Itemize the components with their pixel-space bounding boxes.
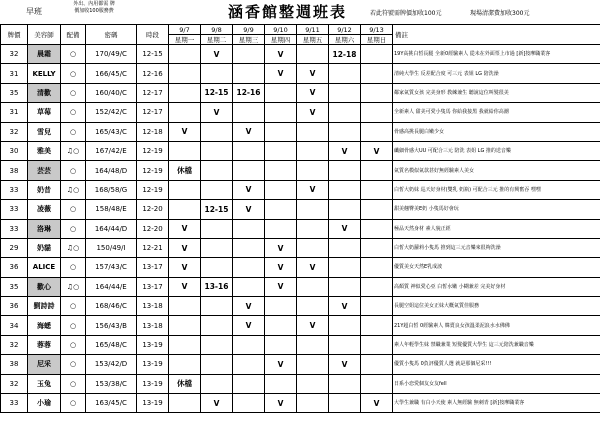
beautician-name: 凌薇 xyxy=(28,200,61,219)
code: 153/42/D xyxy=(86,355,137,374)
notes-cell: 白皙大奶妹 巡天好身材(雙乳 奶瓶) 可配合三元 推的有興奮吞 嘿嘿 xyxy=(393,180,600,199)
notes-cell: 大學生兼職 有白小天使 素人無經驗 無刺青 [新]按摩職業客 xyxy=(393,394,600,413)
day-cell xyxy=(329,83,361,102)
code: 156/43/B xyxy=(86,316,137,335)
day-cell xyxy=(265,219,297,238)
time-slot: 13-19 xyxy=(137,335,169,354)
notes-cell: 極品天然身材 素人貌正經 xyxy=(393,219,600,238)
day-cell xyxy=(297,374,329,393)
day-cell: V xyxy=(329,297,361,316)
day-cell xyxy=(201,355,233,374)
time-slot: 12-19 xyxy=(137,161,169,180)
day-cell: V xyxy=(297,64,329,83)
day-cell xyxy=(329,374,361,393)
day-cell xyxy=(201,258,233,277)
notes-cell: 19Y高挑白皙長腿 全新0經驗素人 從未在外面票上市過 [新]按摩職業客 xyxy=(393,45,600,64)
day-cell: V xyxy=(297,258,329,277)
day-cell xyxy=(265,180,297,199)
day-cell xyxy=(297,161,329,180)
time-slot: 13-18 xyxy=(137,316,169,335)
time-slot: 13-17 xyxy=(137,258,169,277)
day-cell xyxy=(169,297,201,316)
code: 167/42/E xyxy=(86,141,137,160)
notes-cell: 鄰家氣質女孩 完美身形 教練兼生 聽說這位叫髮很美 xyxy=(393,83,600,102)
plate-price: 32 xyxy=(1,122,28,141)
beautician-name: KELLY xyxy=(28,64,61,83)
time-slot: 12-18 xyxy=(137,122,169,141)
table-head xyxy=(1,25,600,45)
day-cell xyxy=(361,103,393,122)
table-row xyxy=(1,374,600,393)
day-cell xyxy=(297,394,329,413)
day-cell: V xyxy=(169,277,201,296)
day-cell: V xyxy=(265,238,297,257)
day-cell: V xyxy=(297,83,329,102)
beautician-name: 劉詩詩 xyxy=(28,297,61,316)
surcharge-note: 若此符號需牌價加收100元 xyxy=(370,10,442,17)
equipment: ○ xyxy=(61,394,86,413)
day-cell xyxy=(297,335,329,354)
day-cell: V xyxy=(265,277,297,296)
day-cell: V xyxy=(265,64,297,83)
cleaning-fee-note: 現場清潔費加收300元 xyxy=(470,10,530,17)
table-row xyxy=(1,258,600,277)
day-cell xyxy=(169,103,201,122)
day-cell xyxy=(233,394,265,413)
table-row xyxy=(1,64,600,83)
day-cell xyxy=(265,374,297,393)
time-slot: 13-18 xyxy=(137,297,169,316)
day-cell xyxy=(265,83,297,102)
day-cell xyxy=(297,122,329,141)
header-subnote-line2: 價加收100服務費 xyxy=(74,8,114,14)
code: 163/45/C xyxy=(86,394,137,413)
notes-cell: 優質小隻馬 0負評優質人選 就是那個尼采!!! xyxy=(393,355,600,374)
day-cell: V xyxy=(169,219,201,238)
col-plate: 牌價 xyxy=(1,25,28,45)
beautician-name: 玉兔 xyxy=(28,374,61,393)
day-cell xyxy=(169,141,201,160)
day-cell xyxy=(233,374,265,393)
notes-cell: 纖細骨感大UU 可配合三元 陪洗 表姐 LG 推的送音樂 xyxy=(393,141,600,160)
day-cell xyxy=(265,316,297,335)
equipment: ○ xyxy=(61,64,86,83)
code: 150/49/I xyxy=(86,238,137,257)
code: 152/42/C xyxy=(86,103,137,122)
day-cell xyxy=(201,316,233,335)
day-cell: V xyxy=(233,122,265,141)
time-slot: 12-17 xyxy=(137,83,169,102)
code: 164/48/D xyxy=(86,161,137,180)
equipment: ○ xyxy=(61,83,86,102)
plate-price: 36 xyxy=(1,258,28,277)
col-date: 9/11 xyxy=(297,25,329,35)
equipment: ○ xyxy=(61,103,86,122)
day-cell xyxy=(233,355,265,374)
day-cell: V xyxy=(265,394,297,413)
day-cell: 休檔 xyxy=(169,374,201,393)
table-row xyxy=(1,277,600,296)
day-cell: 13-16 xyxy=(201,277,233,296)
beautician-name: 海蟋 xyxy=(28,316,61,335)
col-time: 時段 xyxy=(137,25,169,45)
day-cell xyxy=(329,180,361,199)
code: 168/46/C xyxy=(86,297,137,316)
day-cell: V xyxy=(329,141,361,160)
table-row xyxy=(1,316,600,335)
day-cell: V xyxy=(265,355,297,374)
beautician-name: 雅美 xyxy=(28,141,61,160)
plate-price: 31 xyxy=(1,64,28,83)
day-cell xyxy=(169,335,201,354)
equipment: ♫○ xyxy=(61,180,86,199)
notes-cell: 高顏質 神似愛心亞 白皙水嫩 小糊兼差 完美好身材 xyxy=(393,277,600,296)
day-cell xyxy=(361,277,393,296)
day-cell: V xyxy=(297,180,329,199)
equipment: ○ xyxy=(61,335,86,354)
beautician-name: 奶昔 xyxy=(28,180,61,199)
table-row xyxy=(1,161,600,180)
day-cell xyxy=(265,297,297,316)
day-cell xyxy=(297,355,329,374)
day-cell xyxy=(201,64,233,83)
day-cell xyxy=(329,161,361,180)
day-cell xyxy=(169,200,201,219)
beautician-name: 雪兒 xyxy=(28,122,61,141)
day-cell xyxy=(329,277,361,296)
day-cell xyxy=(265,103,297,122)
table-row xyxy=(1,141,600,160)
notes-cell: 優質美女天然E乳成波 xyxy=(393,258,600,277)
plate-price: 32 xyxy=(1,335,28,354)
table-row xyxy=(1,335,600,354)
day-cell xyxy=(233,258,265,277)
code: 165/43/C xyxy=(86,122,137,141)
table-row xyxy=(1,103,600,122)
col-weekday: 星期三 xyxy=(233,35,265,45)
plate-price: 35 xyxy=(1,83,28,102)
notes-cell: 清純大學生 反差配合度 可三元 表姐 LG 陪洗澡 xyxy=(393,64,600,83)
day-cell xyxy=(201,161,233,180)
day-cell: 12-15 xyxy=(201,200,233,219)
day-cell xyxy=(233,335,265,354)
plate-price: 38 xyxy=(1,355,28,374)
page-title: 涵香館整週班表 xyxy=(228,3,348,21)
table-row xyxy=(1,200,600,219)
shift-label: 早班 xyxy=(26,7,42,16)
time-slot: 13-19 xyxy=(137,374,169,393)
day-cell: 12-18 xyxy=(329,45,361,64)
day-cell: V xyxy=(361,394,393,413)
day-cell xyxy=(233,238,265,257)
col-name: 美容師 xyxy=(28,25,61,45)
day-cell xyxy=(265,161,297,180)
day-cell: 休檔 xyxy=(169,161,201,180)
page-header xyxy=(0,0,600,24)
day-cell xyxy=(297,238,329,257)
plate-price: 30 xyxy=(1,141,28,160)
day-cell xyxy=(297,297,329,316)
col-date: 9/9 xyxy=(233,25,265,35)
plate-price: 31 xyxy=(1,103,28,122)
day-cell: V xyxy=(329,355,361,374)
table-row xyxy=(1,297,600,316)
day-cell xyxy=(361,45,393,64)
col-notes: 備註 xyxy=(393,25,600,45)
day-cell xyxy=(297,200,329,219)
notes-cell: 白皙大奶蘿莉小隻馬 推到這三元音樂來很夠洗澡 xyxy=(393,238,600,257)
day-cell xyxy=(201,297,233,316)
time-slot: 13-17 xyxy=(137,277,169,296)
day-cell xyxy=(265,141,297,160)
beautician-name: 尼采 xyxy=(28,355,61,374)
plate-price: 29 xyxy=(1,238,28,257)
col-weekday: 星期日 xyxy=(361,35,393,45)
notes-cell: 21Y超白皙 0經驗素人 韓賣良女孩溫柔泥浪水水佛佛 xyxy=(393,316,600,335)
day-cell xyxy=(169,316,201,335)
equipment: ○ xyxy=(61,355,86,374)
table-row xyxy=(1,122,600,141)
beautician-name: 奶貓 xyxy=(28,238,61,257)
col-weekday: 星期六 xyxy=(329,35,361,45)
day-cell xyxy=(201,219,233,238)
col-weekday: 星期五 xyxy=(297,35,329,45)
col-date: 9/13 xyxy=(361,25,393,35)
day-cell xyxy=(233,161,265,180)
day-cell: V xyxy=(233,200,265,219)
day-cell xyxy=(329,316,361,335)
day-cell xyxy=(361,238,393,257)
day-cell xyxy=(233,45,265,64)
day-cell: V xyxy=(169,238,201,257)
col-date: 9/10 xyxy=(265,25,297,35)
beautician-name: 清歡 xyxy=(28,83,61,102)
day-cell xyxy=(361,64,393,83)
day-cell: V xyxy=(233,316,265,335)
plate-price: 33 xyxy=(1,394,28,413)
day-cell: V xyxy=(201,394,233,413)
code: 168/58/G xyxy=(86,180,137,199)
code: 157/43/C xyxy=(86,258,137,277)
notes-cell: 氣質名模似氣款甚好無經驗素人美女 xyxy=(393,161,600,180)
col-code: 密碼 xyxy=(86,25,137,45)
plate-price: 33 xyxy=(1,200,28,219)
notes-cell: 長腿空姐這位美女正妹大概氣質佳服務 xyxy=(393,297,600,316)
day-cell xyxy=(361,161,393,180)
table-row xyxy=(1,355,600,374)
day-cell xyxy=(233,64,265,83)
plate-price: 34 xyxy=(1,316,28,335)
time-slot: 12-17 xyxy=(137,103,169,122)
day-cell xyxy=(297,141,329,160)
notes-cell: 素人年輕學生妹 禁職兼業 短髮優質大學生 這三元陪洗兼職音樂 xyxy=(393,335,600,354)
schedule-table xyxy=(0,24,600,413)
equipment: ○ xyxy=(61,297,86,316)
beautician-name: 小瑜 xyxy=(28,394,61,413)
day-cell xyxy=(361,219,393,238)
notes-cell: 甜美翹臀美E奶 小隻馬好會玩 xyxy=(393,200,600,219)
beautician-name: 草莓 xyxy=(28,103,61,122)
day-cell xyxy=(233,219,265,238)
day-cell xyxy=(329,335,361,354)
day-cell: V xyxy=(233,180,265,199)
plate-price: 33 xyxy=(1,219,28,238)
table-row xyxy=(1,219,600,238)
beautician-name: ALICE xyxy=(28,258,61,277)
notes-cell: 骨感高挑長腿白嫩少女 xyxy=(393,122,600,141)
plate-price: 32 xyxy=(1,45,28,64)
day-cell xyxy=(297,45,329,64)
header-subnote xyxy=(58,1,130,15)
day-cell xyxy=(169,83,201,102)
plate-price: 33 xyxy=(1,180,28,199)
table-row xyxy=(1,238,600,257)
day-cell xyxy=(169,45,201,64)
day-cell: V xyxy=(201,45,233,64)
notes-cell: 全新素人 甜美可愛小隻馬 你給我接黑 我就給你高潮 xyxy=(393,103,600,122)
day-cell xyxy=(329,394,361,413)
day-cell xyxy=(361,258,393,277)
day-cell xyxy=(361,200,393,219)
day-cell xyxy=(201,238,233,257)
day-cell xyxy=(361,374,393,393)
equipment: ○ xyxy=(61,374,86,393)
day-cell xyxy=(329,103,361,122)
equipment: ♫○ xyxy=(61,277,86,296)
code: 170/49/C xyxy=(86,45,137,64)
table-row xyxy=(1,83,600,102)
time-slot: 13-19 xyxy=(137,394,169,413)
plate-price: 32 xyxy=(1,374,28,393)
day-cell xyxy=(329,64,361,83)
time-slot: 12-19 xyxy=(137,180,169,199)
day-cell xyxy=(265,335,297,354)
beautician-name: 歡心 xyxy=(28,277,61,296)
equipment: ♫○ xyxy=(61,238,86,257)
code: 166/45/C xyxy=(86,64,137,83)
code: 164/44/D xyxy=(86,219,137,238)
time-slot: 12-20 xyxy=(137,200,169,219)
time-slot: 12-15 xyxy=(137,45,169,64)
col-weekday: 星期一 xyxy=(169,35,201,45)
day-cell xyxy=(201,180,233,199)
day-cell: V xyxy=(169,258,201,277)
plate-price: 36 xyxy=(1,297,28,316)
day-cell xyxy=(265,200,297,219)
day-cell xyxy=(329,258,361,277)
day-cell: V xyxy=(265,258,297,277)
day-cell xyxy=(329,200,361,219)
day-cell xyxy=(297,277,329,296)
notes-cell: 日系小恋愛個友女友fell xyxy=(393,374,600,393)
equipment: ○ xyxy=(61,316,86,335)
day-cell xyxy=(233,103,265,122)
day-cell: V xyxy=(201,103,233,122)
day-cell xyxy=(361,355,393,374)
plate-price: 35 xyxy=(1,277,28,296)
day-cell: V xyxy=(297,103,329,122)
col-weekday: 星期四 xyxy=(265,35,297,45)
equipment: ♫○ xyxy=(61,141,86,160)
day-cell xyxy=(361,316,393,335)
table-row xyxy=(1,45,600,64)
header-subnote-line1: 外出、內用都需 牌 xyxy=(73,1,115,7)
day-cell xyxy=(329,122,361,141)
code: 165/48/C xyxy=(86,335,137,354)
day-cell: V xyxy=(233,297,265,316)
day-cell xyxy=(169,355,201,374)
beautician-name: 洛琳 xyxy=(28,219,61,238)
day-cell xyxy=(201,141,233,160)
equipment: ○ xyxy=(61,200,86,219)
day-cell xyxy=(233,141,265,160)
code: 160/40/C xyxy=(86,83,137,102)
time-slot: 12-16 xyxy=(137,64,169,83)
day-cell xyxy=(169,180,201,199)
code: 164/44/E xyxy=(86,277,137,296)
day-cell xyxy=(297,219,329,238)
plate-price: 38 xyxy=(1,161,28,180)
day-cell xyxy=(361,335,393,354)
day-cell xyxy=(361,297,393,316)
col-weekday: 星期二 xyxy=(201,35,233,45)
day-cell: V xyxy=(329,219,361,238)
table-row xyxy=(1,394,600,413)
col-date: 9/12 xyxy=(329,25,361,35)
equipment: ○ xyxy=(61,258,86,277)
day-cell: 12-16 xyxy=(233,83,265,102)
equipment: ○ xyxy=(61,161,86,180)
code: 153/38/C xyxy=(86,374,137,393)
day-cell xyxy=(233,277,265,296)
time-slot: 13-19 xyxy=(137,355,169,374)
equipment: ○ xyxy=(61,45,86,64)
day-cell xyxy=(169,64,201,83)
day-cell xyxy=(361,83,393,102)
day-cell xyxy=(265,122,297,141)
day-cell xyxy=(201,374,233,393)
col-date: 9/8 xyxy=(201,25,233,35)
equipment: ○ xyxy=(61,122,86,141)
day-cell xyxy=(201,335,233,354)
day-cell: 12-15 xyxy=(201,83,233,102)
day-cell: V xyxy=(361,141,393,160)
beautician-name: 蓉蓉 xyxy=(28,335,61,354)
time-slot: 12-21 xyxy=(137,238,169,257)
beautician-name: 晨霜 xyxy=(28,45,61,64)
day-cell: V xyxy=(169,122,201,141)
day-cell xyxy=(169,394,201,413)
day-cell xyxy=(361,180,393,199)
code: 158/48/E xyxy=(86,200,137,219)
beautician-name: 芸芸 xyxy=(28,161,61,180)
day-cell xyxy=(201,122,233,141)
day-cell: V xyxy=(297,316,329,335)
table-row xyxy=(1,180,600,199)
col-pref: 配備 xyxy=(61,25,86,45)
table-body xyxy=(1,45,600,413)
day-cell xyxy=(329,238,361,257)
col-date: 9/7 xyxy=(169,25,201,35)
equipment: ○ xyxy=(61,219,86,238)
day-cell xyxy=(361,122,393,141)
time-slot: 12-19 xyxy=(137,141,169,160)
time-slot: 12-20 xyxy=(137,219,169,238)
day-cell: V xyxy=(265,45,297,64)
